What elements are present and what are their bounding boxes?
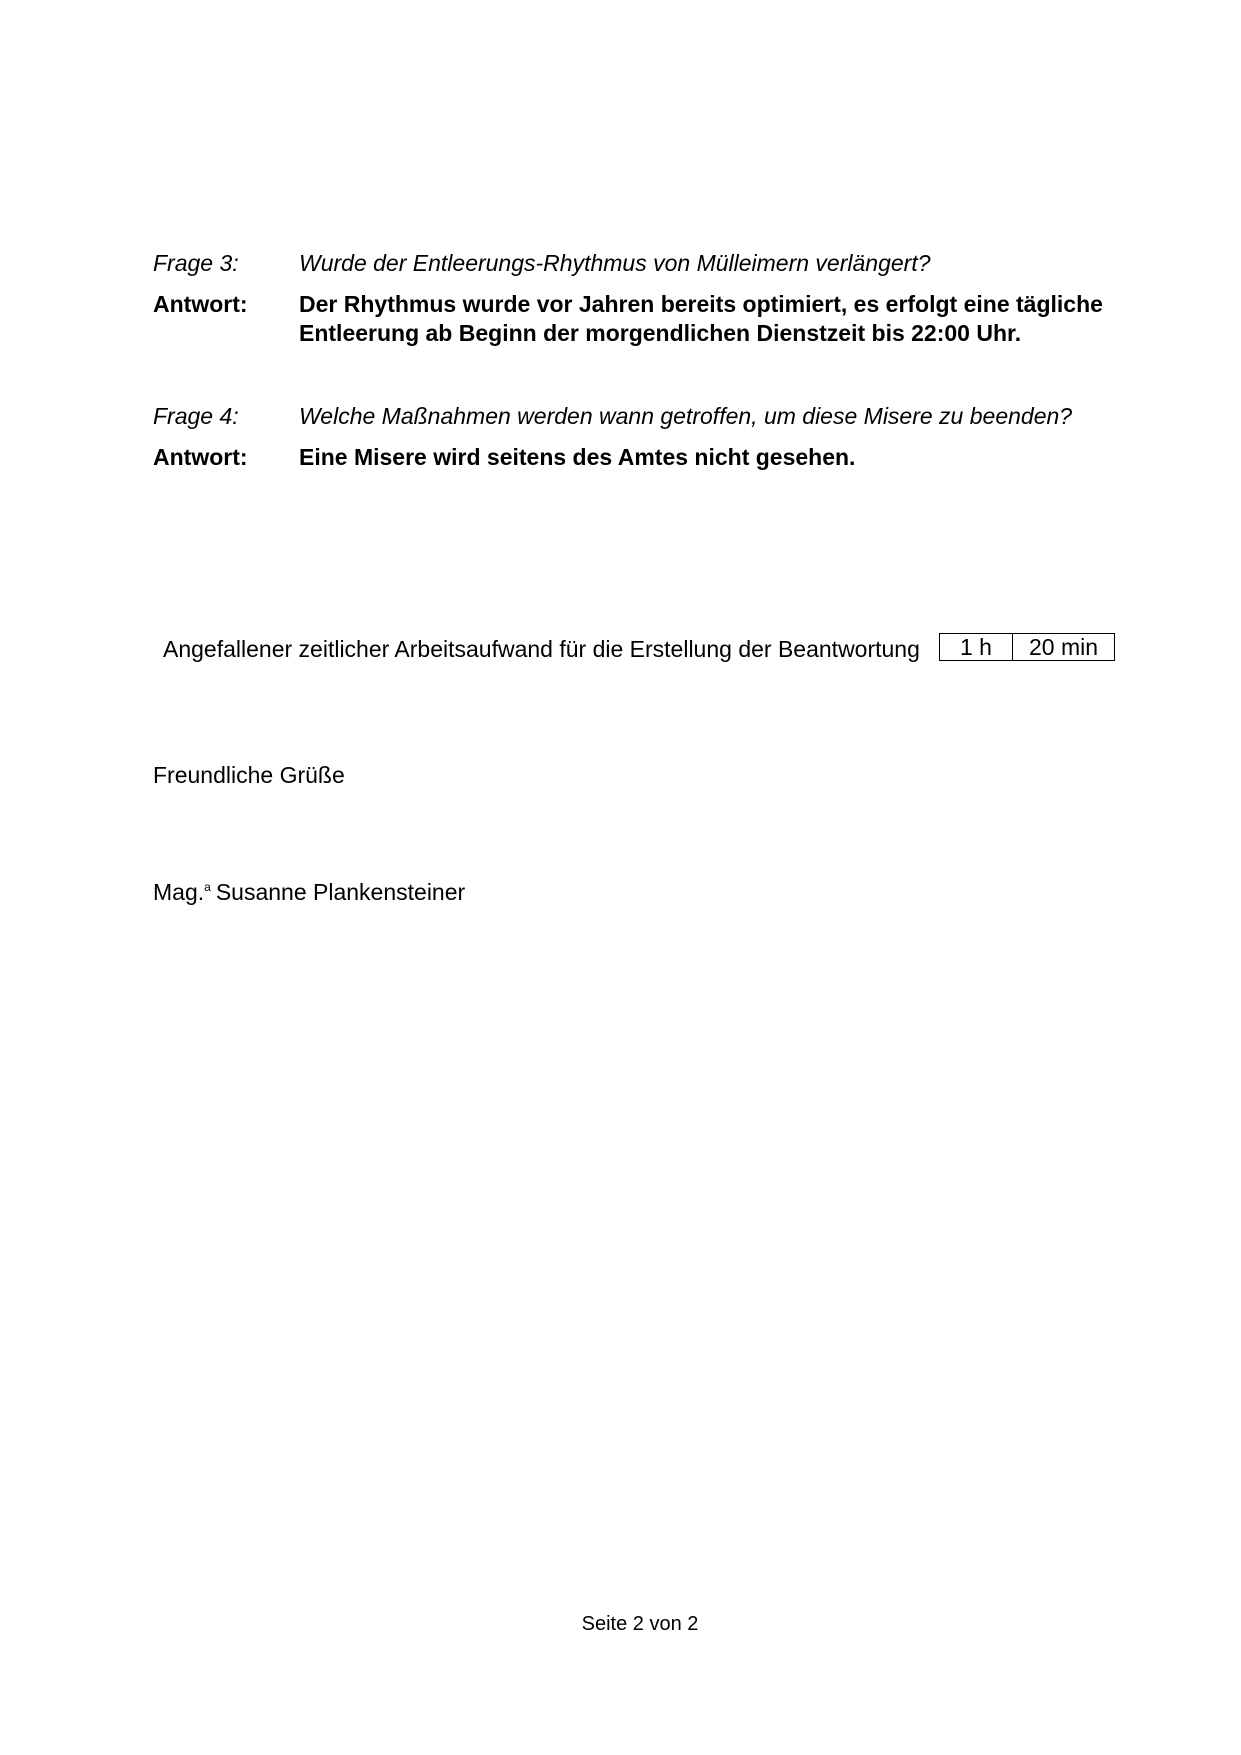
question-text: Wurde der Entleerungs-Rhythmus von Mülleimern verlängert?	[299, 250, 931, 276]
answer-label: Antwort:	[153, 444, 248, 470]
signature-title-superscript: a	[204, 880, 211, 894]
answer-text	[299, 290, 1119, 348]
answer-label: Antwort:	[153, 291, 248, 317]
effort-table	[939, 633, 1115, 661]
answer-row	[153, 290, 1113, 348]
effort-row	[163, 633, 1123, 665]
closing-text: Freundliche Grüße	[153, 762, 345, 788]
signature-name: Susanne Plankensteiner	[215, 879, 466, 905]
question-label: Frage 4:	[153, 403, 239, 429]
answer-text: Eine Misere wird seitens des Amtes nicht gesehen.	[299, 444, 856, 470]
effort-minutes-cell: 20 min	[1028, 634, 1099, 660]
question-text: Welche Maßnahmen werden wann getroffen, um diese Misere zu beenden?	[299, 403, 1073, 429]
question-label: Frage 3:	[153, 250, 239, 276]
question-row	[153, 249, 1113, 278]
signature	[153, 873, 465, 907]
question-row	[153, 402, 1113, 431]
signature-title: Mag.	[153, 879, 205, 905]
answer-line: Entleerung ab Beginn der morgendlichen Dienstzeit bis 22:00 Uhr.	[299, 320, 1022, 346]
answer-row	[153, 443, 1113, 472]
effort-hours-cell: 1 h	[940, 634, 1013, 660]
effort-label: Angefallener zeitlicher Arbeitsaufwand für die Erstellung der Beantwortung	[163, 636, 920, 662]
page-number: Seite 2 von 2	[581, 1613, 699, 1635]
answer-line: Der Rhythmus wurde vor Jahren bereits optimiert, es erfolgt eine tägliche	[299, 291, 1103, 317]
